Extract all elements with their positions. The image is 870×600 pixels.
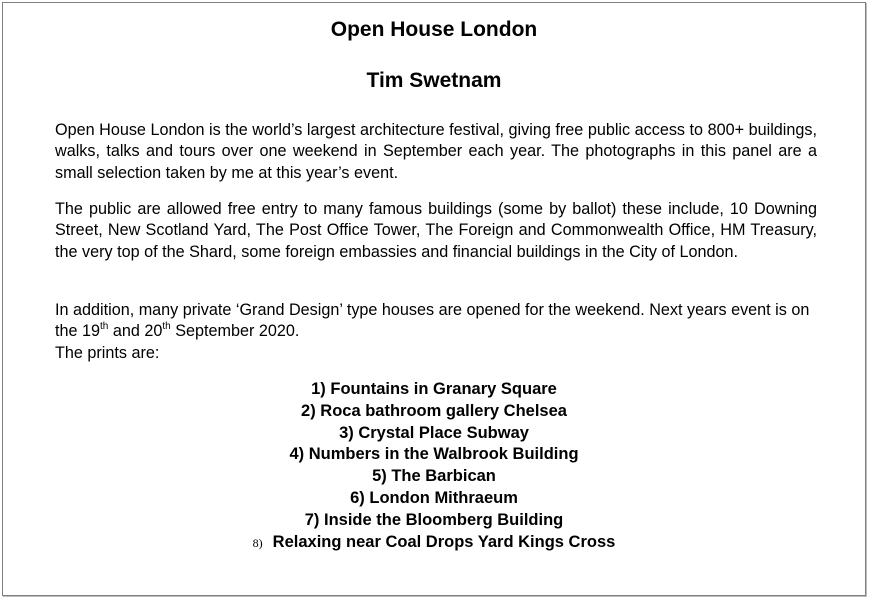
list-item-last — [3, 532, 865, 554]
list-item-number: 8) — [252, 535, 263, 550]
prints-intro: The prints are: — [55, 344, 160, 362]
list-item: 2) Roca bathroom gallery Chelsea — [301, 401, 567, 420]
author-name: Tim Swetnam — [366, 69, 502, 92]
document-page — [2, 2, 866, 596]
list-item: 7) Inside the Bloomberg Building — [304, 510, 564, 529]
list-item: 4) Numbers in the Walbrook Building — [289, 445, 579, 464]
document-title: Open House London — [330, 18, 538, 41]
list-item: 6) London Mithraeum — [350, 488, 518, 507]
buildings-paragraph: The public are allowed free entry to many famous buildings (some by ballot) these include, 10 Downing Street, New Scotland Yard, The Post Office Tower, The Foreign and Commonwealth Office, HM Treasury, the very top of the Shard, some foreign embassies and financial buildings in the City of London. — [55, 200, 817, 261]
prints-list — [3, 379, 865, 553]
list-item: 1) Fountains in Granary Square — [311, 380, 557, 398]
intro-paragraph: Open House London is the world’s largest architecture festival, giving free public access to 800+ buildings, walks, talks and tours over one weekend in September each year. The photographs in this panel are a small selection taken by me at this year’s event. — [55, 121, 817, 182]
list-item-label: Relaxing near Coal Drops Yard Kings Cross — [272, 532, 616, 551]
list-item: 5) The Barbican — [372, 467, 496, 486]
list-item: 3) Crystal Place Subway — [339, 423, 529, 442]
dates-paragraph: In addition, many private ‘Grand Design’ type houses are opened for the weekend. Next years event is on the 19th and 20th September 2020. — [55, 301, 810, 341]
